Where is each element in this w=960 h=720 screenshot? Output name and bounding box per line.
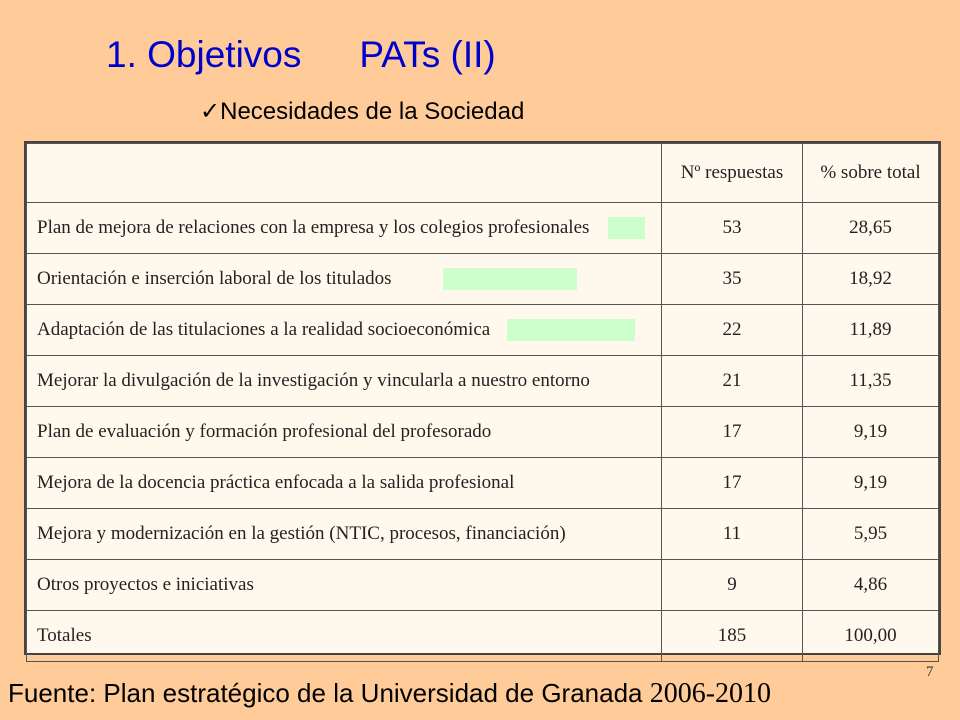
title-part-pats: PATs (II)	[359, 34, 496, 75]
table-header-row	[27, 144, 939, 203]
header-label-cell	[27, 144, 662, 203]
row-label: Totales	[37, 625, 92, 646]
row-responses-cell: 17	[662, 407, 803, 458]
table-row	[27, 407, 939, 458]
slide-subtitle	[200, 97, 524, 126]
row-label: Mejora de la docencia práctica enfocada a la salida profesional	[37, 472, 515, 493]
highlight-marker	[507, 319, 635, 341]
header-percent-cell: % sobre total	[803, 144, 939, 203]
highlight-marker	[608, 217, 645, 239]
data-table-container	[24, 141, 941, 655]
row-percent-cell: 100,00	[803, 611, 939, 662]
table-row	[27, 305, 939, 356]
row-label-cell	[27, 254, 662, 305]
title-part-objetivos: 1. Objetivos	[106, 34, 302, 75]
row-label-cell	[27, 356, 662, 407]
row-percent-cell: 5,95	[803, 509, 939, 560]
table-row	[27, 356, 939, 407]
row-label: Adaptación de las titulaciones a la realidad socioeconómica	[37, 319, 491, 340]
table-row	[27, 509, 939, 560]
footer-years: 2006-2010	[649, 678, 772, 709]
row-label: Mejora y modernización en la gestión (NTIC, procesos, financiación)	[37, 523, 566, 544]
row-label-cell	[27, 203, 662, 254]
page-number: 7	[926, 664, 934, 680]
header-responses-cell: Nº respuestas	[662, 144, 803, 203]
row-percent-cell: 9,19	[803, 407, 939, 458]
slide-title	[106, 34, 496, 76]
row-percent-cell: 28,65	[803, 203, 939, 254]
row-percent-cell: 9,19	[803, 458, 939, 509]
row-label: Plan de mejora de relaciones con la empresa y los colegios profesionales	[37, 217, 590, 238]
row-responses-cell: 22	[662, 305, 803, 356]
row-label-cell	[27, 509, 662, 560]
row-label-cell	[27, 611, 662, 662]
row-label: Mejorar la divulgación de la investigación y vincularla a nuestro entorno	[37, 370, 590, 391]
subtitle-text: Necesidades de la Sociedad	[220, 98, 525, 125]
row-label-cell	[27, 305, 662, 356]
row-responses-cell: 11	[662, 509, 803, 560]
row-percent-cell: 18,92	[803, 254, 939, 305]
highlight-marker	[443, 268, 577, 290]
checkmark-icon: ✓	[200, 98, 221, 125]
row-label: Otros proyectos e iniciativas	[37, 574, 254, 595]
row-label-cell	[27, 560, 662, 611]
row-label: Orientación e inserción laboral de los titulados	[37, 268, 392, 289]
table-row	[27, 560, 939, 611]
row-percent-cell: 11,35	[803, 356, 939, 407]
row-responses-cell: 35	[662, 254, 803, 305]
table-row	[27, 611, 939, 662]
row-responses-cell: 9	[662, 560, 803, 611]
row-percent-cell: 4,86	[803, 560, 939, 611]
row-responses-cell: 17	[662, 458, 803, 509]
source-footer	[8, 678, 771, 710]
row-label-cell	[27, 407, 662, 458]
data-table	[26, 143, 939, 662]
row-label: Plan de evaluación y formación profesional del profesorado	[37, 421, 492, 442]
row-responses-cell: 53	[662, 203, 803, 254]
row-responses-cell: 185	[662, 611, 803, 662]
table-row	[27, 203, 939, 254]
footer-source-text: Fuente: Plan estratégico de la Universidad de Granada	[8, 678, 643, 708]
table-row	[27, 254, 939, 305]
row-responses-cell: 21	[662, 356, 803, 407]
row-percent-cell: 11,89	[803, 305, 939, 356]
table-row	[27, 458, 939, 509]
row-label-cell	[27, 458, 662, 509]
